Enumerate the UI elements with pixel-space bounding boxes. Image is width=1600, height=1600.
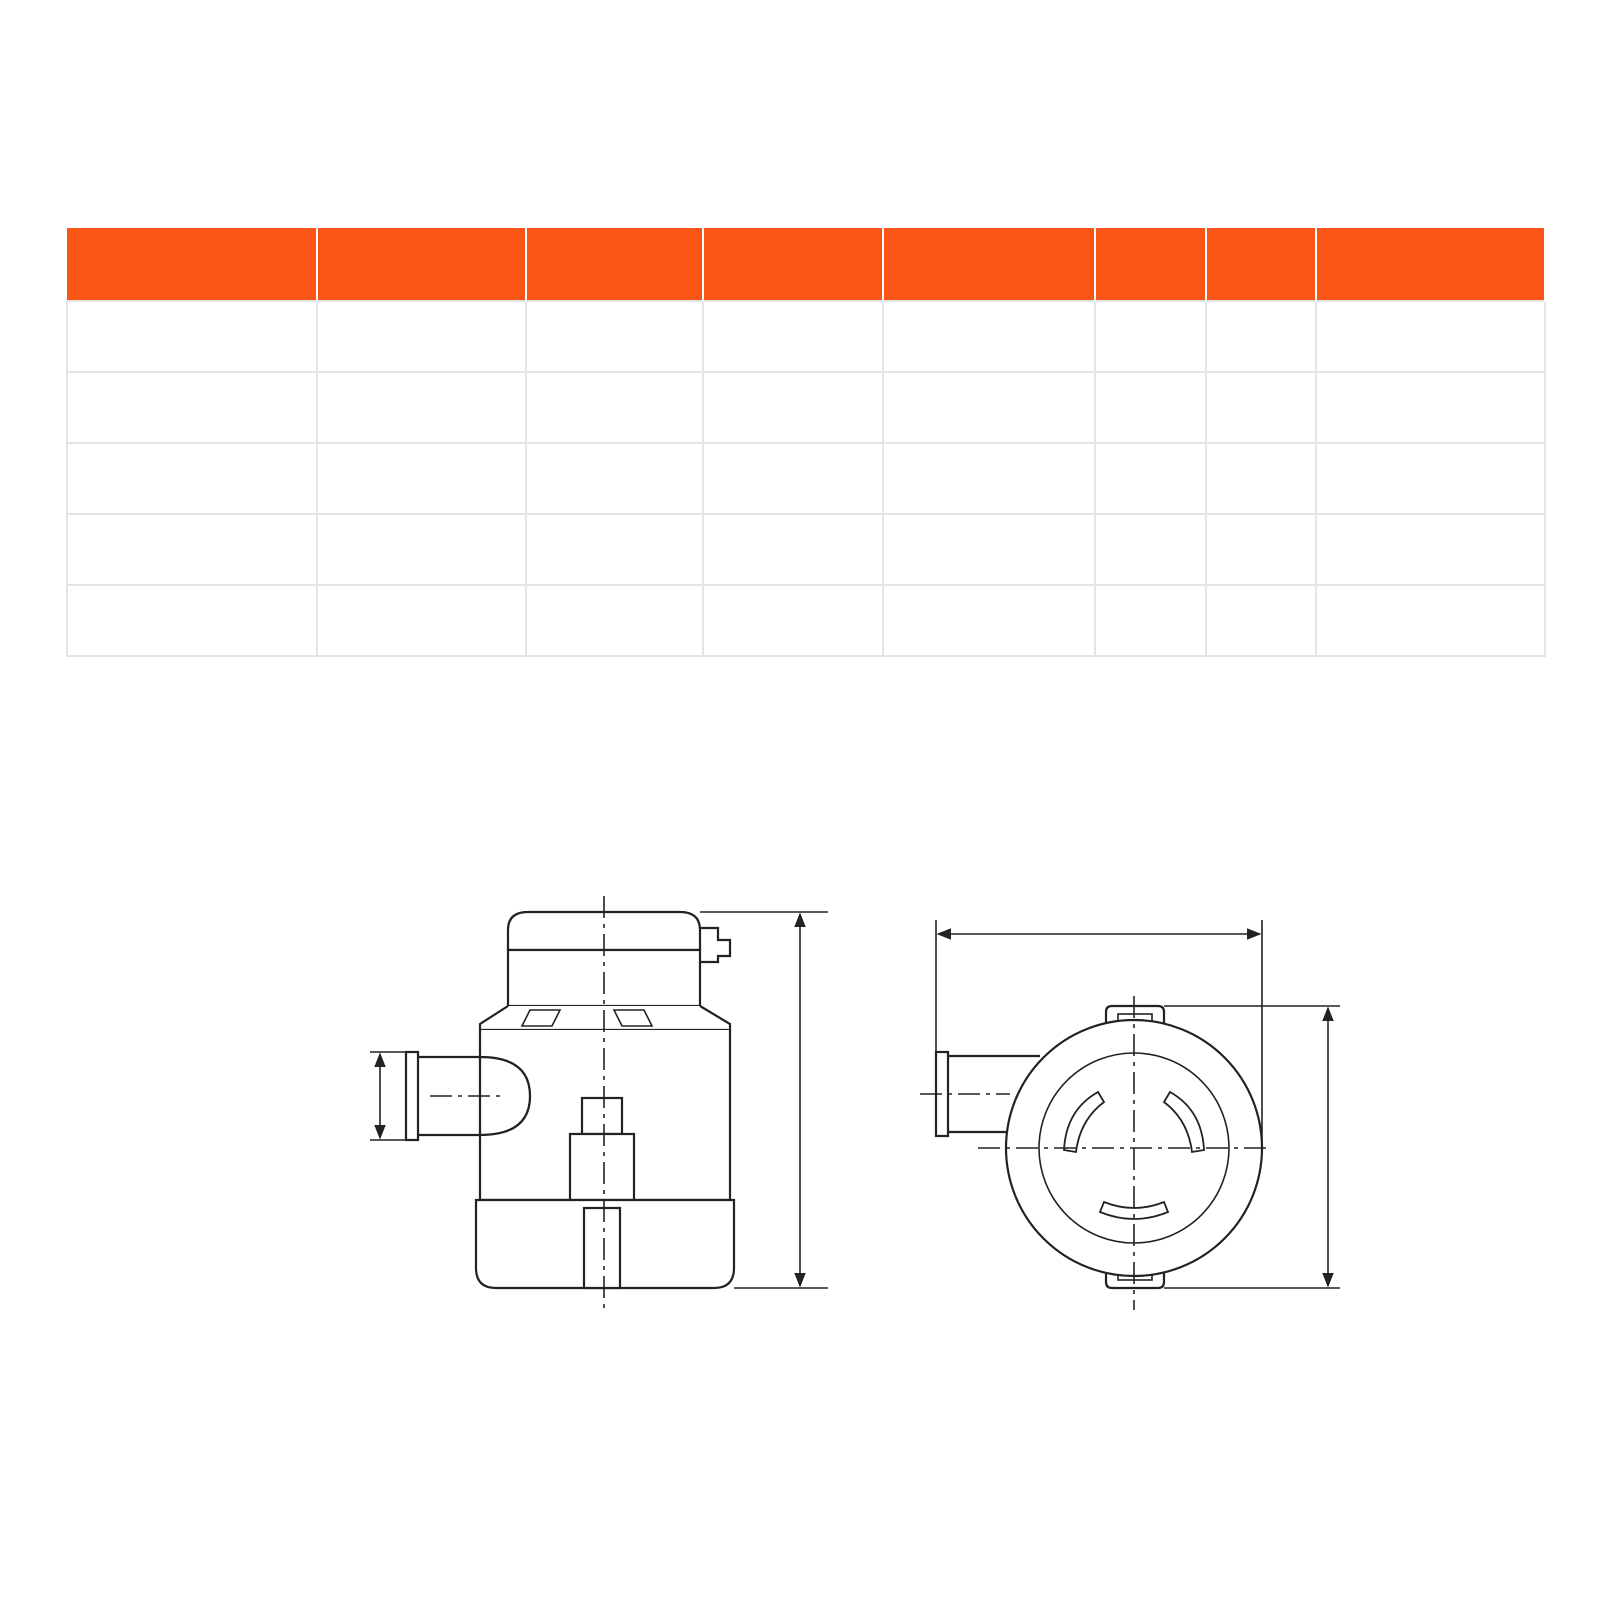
pump-side-view <box>406 912 734 1288</box>
pump-top-view <box>936 1006 1262 1288</box>
